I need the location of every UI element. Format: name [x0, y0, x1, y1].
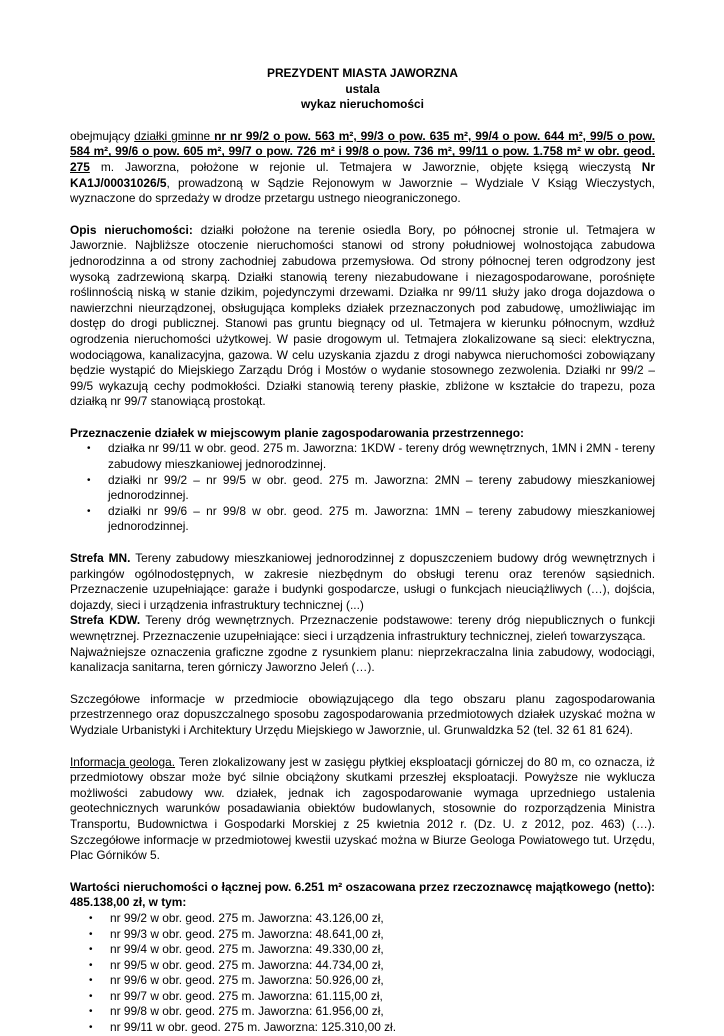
intro-paragraph: obejmujący działki gminne nr nr 99/2 o pow. 563 m², 99/3 o pow. 635 m², 99/4 o pow. 644 m², 99/5 o pow. 584 m², 99/6 o pow. 605 m², 99/7 o pow. 726 m² i 99/8 o pow. 736 m², 99/11 o pow. 1.758 m² w obr. geod. 275 m. Jaworzna, położone w rejonie ul. Tetmajera w Jaworznie, objęte księgą wieczystą Nr KA1J/00031026/5, prowadzoną w Sądzie Rejonowym w Jaworznie – Wydziale V Ksiąg Wieczystych, wyznaczone do sprzedaży w drodze przetargu ustnego nieograniczonego. [70, 128, 655, 206]
list-item: • nr 99/5 w obr. geod. 275 m. Jaworzna: 44.734,00 zł, [70, 958, 655, 974]
list-item: • nr 99/6 w obr. geod. 275 m. Jaworzna: 50.926,00 zł, [70, 973, 655, 989]
header-subtitle: ustala [345, 81, 380, 96]
list-item: • działka nr 99/11 w obr. geod. 275 m. Jaworzna: 1KDW - tereny dróg wewnętrznych, 1MN i 2MN - tereny zabudowy mieszkaniowej jednorodzinnej. [70, 441, 655, 472]
values-heading: Wartości nieruchomości o łącznej pow. 6.251 m² oszacowana przez rzeczoznawcę majątkowego (netto): 485.138,00 zł, w tym: [70, 879, 655, 910]
values-list [70, 911, 655, 1036]
document-header [70, 66, 655, 113]
zone-mn-label: Strefa MN. [70, 551, 131, 566]
list-item: • nr 99/4 w obr. geod. 275 m. Jaworzna: 49.330,00 zł, [70, 942, 655, 958]
list-item: • nr 99/11 w obr. geod. 275 m. Jaworzna: 125.310,00 zł. [70, 1020, 655, 1036]
zoning-heading: Przeznaczenie działek w miejscowym planie zagospodarowania przestrzennego: [70, 425, 524, 440]
description-label: Opis nieruchomości: [70, 222, 193, 237]
list-item: • nr 99/2 w obr. geod. 275 m. Jaworzna: 43.126,00 zł, [70, 911, 655, 927]
description-paragraph: Opis nieruchomości: działki położone na terenie osiedla Bory, po północnej stronie ul. Tetmajera w Jaworznie. Najbliższe otoczenie nieruchomości stanowi od strony południowej wolnostojąca zabudowa jednorodzinna a od strony zachodniej zabudowa przemysłowa. Od strony północnej teren odgrodzony jest wysoką zadrzewioną skarpą. Działki stanowią tereny niezabudowane i niezagospodarowane, porośnięte roślinnością niską w stanie dzikim, pojedynczymi drzewami. Działka nr 99/11 służy jako droga dojazdowa o nawierzchni nieurządzonej, obsługująca kompleks działek przeznaczonych pod zabudowę, umożliwiając im dostęp do drogi publicznej. Stanowi pas gruntu biegnący od ul. Tetmajera w kierunku północnym, wzdłuż ogrodzenia nieruchomości użytkowej. W pasie drogowym ul. Tetmajera zlokalizowane są sieci: elektryczna, wodociągowa, kanalizacyjna, gazowa. W celu uzyskania zjazdu z drogi nabywca nieruchomości zobowiązany będzie wystąpić do Miejskiego Zarządu Dróg i Mostów o wydanie stosownego zezwolenia. Działki nr 99/2 – 99/5 wykazują cechy podmokłości. Działki stanowią tereny płaskie, zbliżone w kształcie do trapezu, poza działką nr 99/7 stanowiącą prostokąt. [70, 222, 655, 409]
geologist-label: Informacja geologa. [70, 754, 176, 769]
header-heading: wykaz nieruchomości [301, 97, 424, 112]
zone-kdw-label: Strefa KDW. [70, 613, 141, 628]
details-paragraph: Szczegółowe informacje w przedmiocie obowiązującego dla tego obszaru planu zagospodarowania przestrzennego oraz dopuszczalnego sposobu zagospodarowania przedmiotowych działek uzyskać można w Wydziale Urbanistyki i Architektury Urzędu Miejskiego w Jaworznie, ul. Grunwaldzka 52 (tel. 32 61 81 624). [70, 691, 655, 737]
zoning-list [70, 441, 655, 535]
geologist-paragraph: Informacja geologa. Teren zlokalizowany jest w zasięgu płytkiej eksploatacji górniczej do 80 m, co oznacza, iż przedmiotowy obszar może być silnie obciążony skutkami przeszłej eksploatacji. Powyższe nie wyklucza możliwości zabudowy ww. działek, jednak ich zagospodarowanie wymaga uprzedniego ustalenia geotechnicznych warunków posadawiania obiektów budowlanych, stosownie do rozporządzenia Ministra Transportu, Budownictwa i Gospodarki Morskiej z 25 kwietnia 2012 r. (Dz. U. z 2012, poz. 463) (…). Szczegółowe informacje w przedmiotowej kwestii uzyskać można w Biurze Geologa Powiatowego tut. Urzędu, Plac Górników 5. [70, 754, 655, 863]
markings-paragraph: Najważniejsze oznaczenia graficzne zgodne z rysunkiem planu: nieprzekraczalna linia zabudowy, wodociągi, kanalizacja sanitarna, teren górniczy Jaworzno Jeleń (…). [70, 644, 655, 675]
list-item: • działki nr 99/6 – nr 99/8 w obr. geod. 275 m. Jaworzna: 1MN – tereny zabudowy mieszkaniowej jednorodzinnej. [70, 504, 655, 535]
list-item: • nr 99/3 w obr. geod. 275 m. Jaworzna: 48.641,00 zł, [70, 927, 655, 943]
zone-kdw-paragraph: Strefa KDW. Tereny dróg wewnętrznych. Przeznaczenie podstawowe: tereny dróg niepublicznych o funkcji wewnętrznej. Przeznaczenie uzupełniające: sieci i urządzenia infrastruktury technicznej, zieleń towarzysząca. [70, 613, 655, 643]
header-title: PREZYDENT MIASTA JAWORZNA [267, 66, 458, 80]
list-item: • działki nr 99/2 – nr 99/5 w obr. geod. 275 m. Jaworzna: 2MN – tereny zabudowy mieszkaniowej jednorodzinnej. [70, 473, 655, 504]
list-item: • nr 99/7 w obr. geod. 275 m. Jaworzna: 61.115,00 zł, [70, 989, 655, 1005]
zone-mn-paragraph: Strefa MN. Tereny zabudowy mieszkaniowej jednorodzinnej z dopuszczeniem budowy dróg wewnętrznych i parkingów ogólnodostępnych, w zakresie niezbędnym do obsługi terenu oraz terenów sąsiednich. Przeznaczenie uzupełniające: garaże i budynki gospodarcze, usługi o funkcjach nieuciążliwych (…), dojścia, dojazdy, sieci i urządzenia infrastruktury technicznej (...) [70, 551, 655, 612]
list-item: • nr 99/8 w obr. geod. 275 m. Jaworzna: 61.956,00 zł, [70, 1004, 655, 1020]
